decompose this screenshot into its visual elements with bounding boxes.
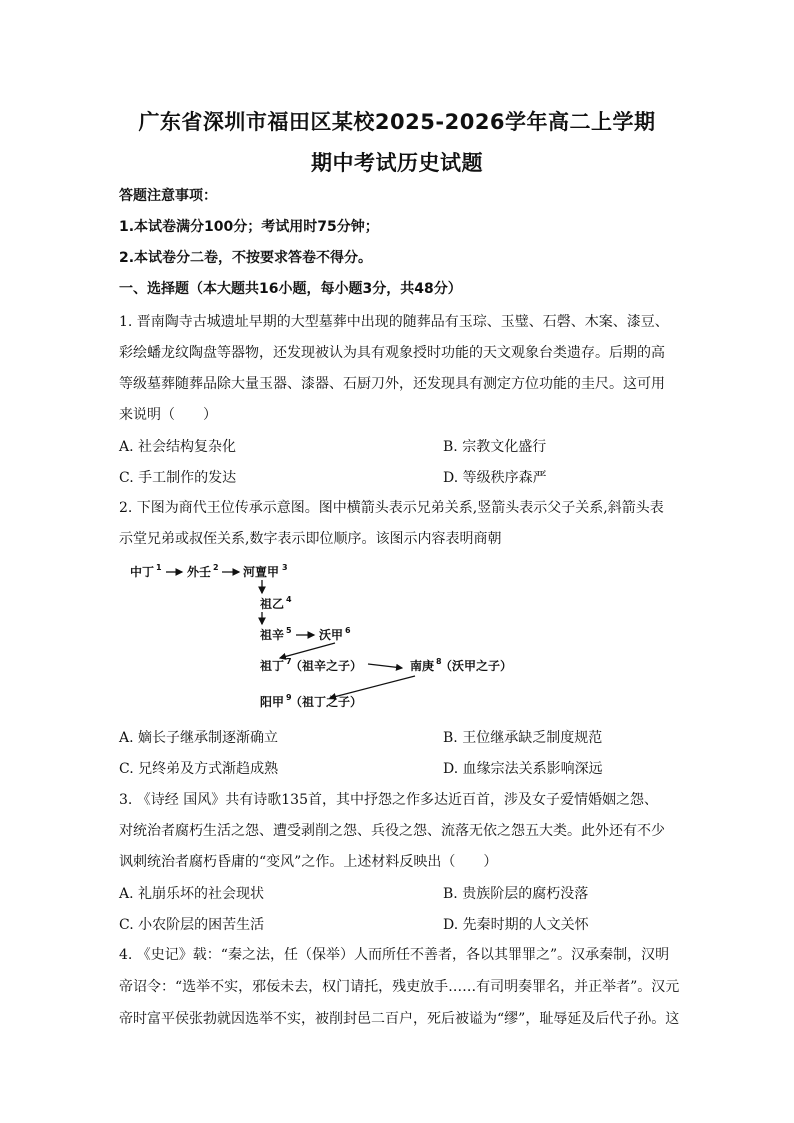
succession-diagram: [130, 560, 550, 720]
q2-option-c: C. 兄终弟及方式渐趋成熟: [119, 761, 279, 777]
diagram-order-number: 6: [345, 626, 351, 635]
diagram-note-zuding: （祖辛之子）: [290, 659, 363, 673]
notes-heading: 答题注意事项：: [119, 188, 217, 204]
q1-option-d: D. 等级秩序森严: [443, 470, 547, 486]
q3-text-line: 讽刺统治者腐朽昏庸的“变风”之作。上述材料反映出（ ）: [119, 854, 498, 870]
diagram-order-number: 9: [286, 693, 292, 702]
diagram-node-nangeng: 南庚: [410, 659, 435, 673]
q2-text-line: 示堂兄弟或叔侄关系,数字表示即位顺序。该图示内容表明商朝: [119, 531, 502, 547]
exam-title-line1: 广东省深圳市福田区某校2025-2026学年高二上学期: [138, 110, 656, 134]
q2-option-a: A. 嫡长子继承制逐渐确立: [119, 730, 279, 746]
notes-item-2: 2.本试卷分二卷，不按要求答卷不得分。: [119, 250, 373, 266]
diagram-node-zuding: 祖丁: [260, 659, 285, 673]
exam-title-line2: 期中考试历史试题: [311, 151, 483, 175]
q3-option-c: C. 小农阶层的困苦生活: [119, 917, 265, 933]
q1-text-line: 彩绘蟠龙纹陶盘等器物，还发现被认为具有观象授时功能的天文观象台类遗存。后期的高: [119, 345, 665, 361]
diagram-order-number: 4: [286, 595, 292, 604]
q3-option-a: A. 礼崩乐坏的社会现状: [119, 886, 265, 902]
q4-text-line: 4. 《史记》载：“秦之法，任（保举）人而所任不善者，各以其罪罪之”。汉承秦制，汉明: [119, 947, 670, 963]
diagram-order-number: 3: [282, 563, 288, 572]
q1-option-c: C. 手工制作的发达: [119, 470, 237, 486]
diagram-node-zhongding: 中丁: [130, 565, 155, 579]
q3-option-d: D. 先秦时期的人文关怀: [443, 917, 589, 933]
diagram-node-waiyi: 外壬: [187, 565, 212, 579]
diagram-node-hedanjia: 河亶甲: [243, 565, 280, 579]
q1-text-line: 1. 晋南陶寺古城遗址早期的大型墓葬中出现的随葬品有玉琮、玉璧、石磬、木案、漆豆、: [119, 314, 669, 330]
q2-option-d: D. 血缘宗法关系影响深远: [443, 761, 603, 777]
diagram-order-number: 5: [286, 626, 292, 635]
diagram-node-zuxin: 祖辛: [260, 628, 285, 642]
notes-item-1: 1.本试卷满分100分；考试用时75分钟；: [119, 219, 379, 235]
diagram-order-number: 2: [213, 563, 219, 572]
q1-option-a: A. 社会结构复杂化: [119, 439, 237, 455]
diagram-order-number: 7: [286, 657, 292, 666]
q3-text-line: 3. 《诗经 国风》共有诗歌135首，其中抒怨之作多达近百首，涉及女子爱情婚姻之怨、: [119, 792, 658, 808]
diagram-node-zuyi: 祖乙: [260, 597, 285, 611]
diagram-order-number: 1: [156, 563, 162, 572]
q2-text-line: 2. 下图为商代王位传承示意图。图中横箭头表示兄弟关系,竖箭头表示父子关系,斜箭头表: [119, 500, 664, 516]
diagram-node-wojia: 沃甲: [319, 628, 344, 642]
q2-option-b: B. 王位继承缺乏制度规范: [443, 730, 603, 746]
diagram-note-yangjia: （祖丁之子）: [290, 695, 363, 709]
q3-text-line: 对统治者腐朽生活之怨、遭受剥削之怨、兵役之怨、流落无依之怨五大类。此外还有不少: [119, 823, 665, 839]
q1-option-b: B. 宗教文化盛行: [443, 439, 547, 455]
q1-text-line: 等级墓葬随葬品除大量玉器、漆器、石厨刀外，还发现具有测定方位功能的圭尺。这可用: [119, 376, 665, 392]
arrow-diagonal: [280, 643, 335, 658]
diagram-order-number: 8: [436, 657, 442, 666]
q4-text-line: 帝诏令：“选举不实，邪佞未去，权门请托，残吏放手……有司明奏罪名，并正举者”。汉元: [119, 979, 680, 995]
q3-option-b: B. 贵族阶层的腐朽没落: [443, 886, 589, 902]
q1-text-line: 来说明（ ）: [119, 407, 217, 423]
diagram-note-nangeng: （沃甲之子）: [440, 659, 513, 673]
section-heading: 一、选择题（本大题共16小题，每小题3分，共48分）: [119, 281, 462, 297]
q4-text-line: 帝时富平侯张勃就因选举不实，被削封邑二百户，死后被谥为“缪”，耻辱延及后代子孙。这: [119, 1011, 680, 1027]
arrow-diagonal: [368, 664, 402, 668]
diagram-node-yangjia: 阳甲: [260, 695, 285, 709]
